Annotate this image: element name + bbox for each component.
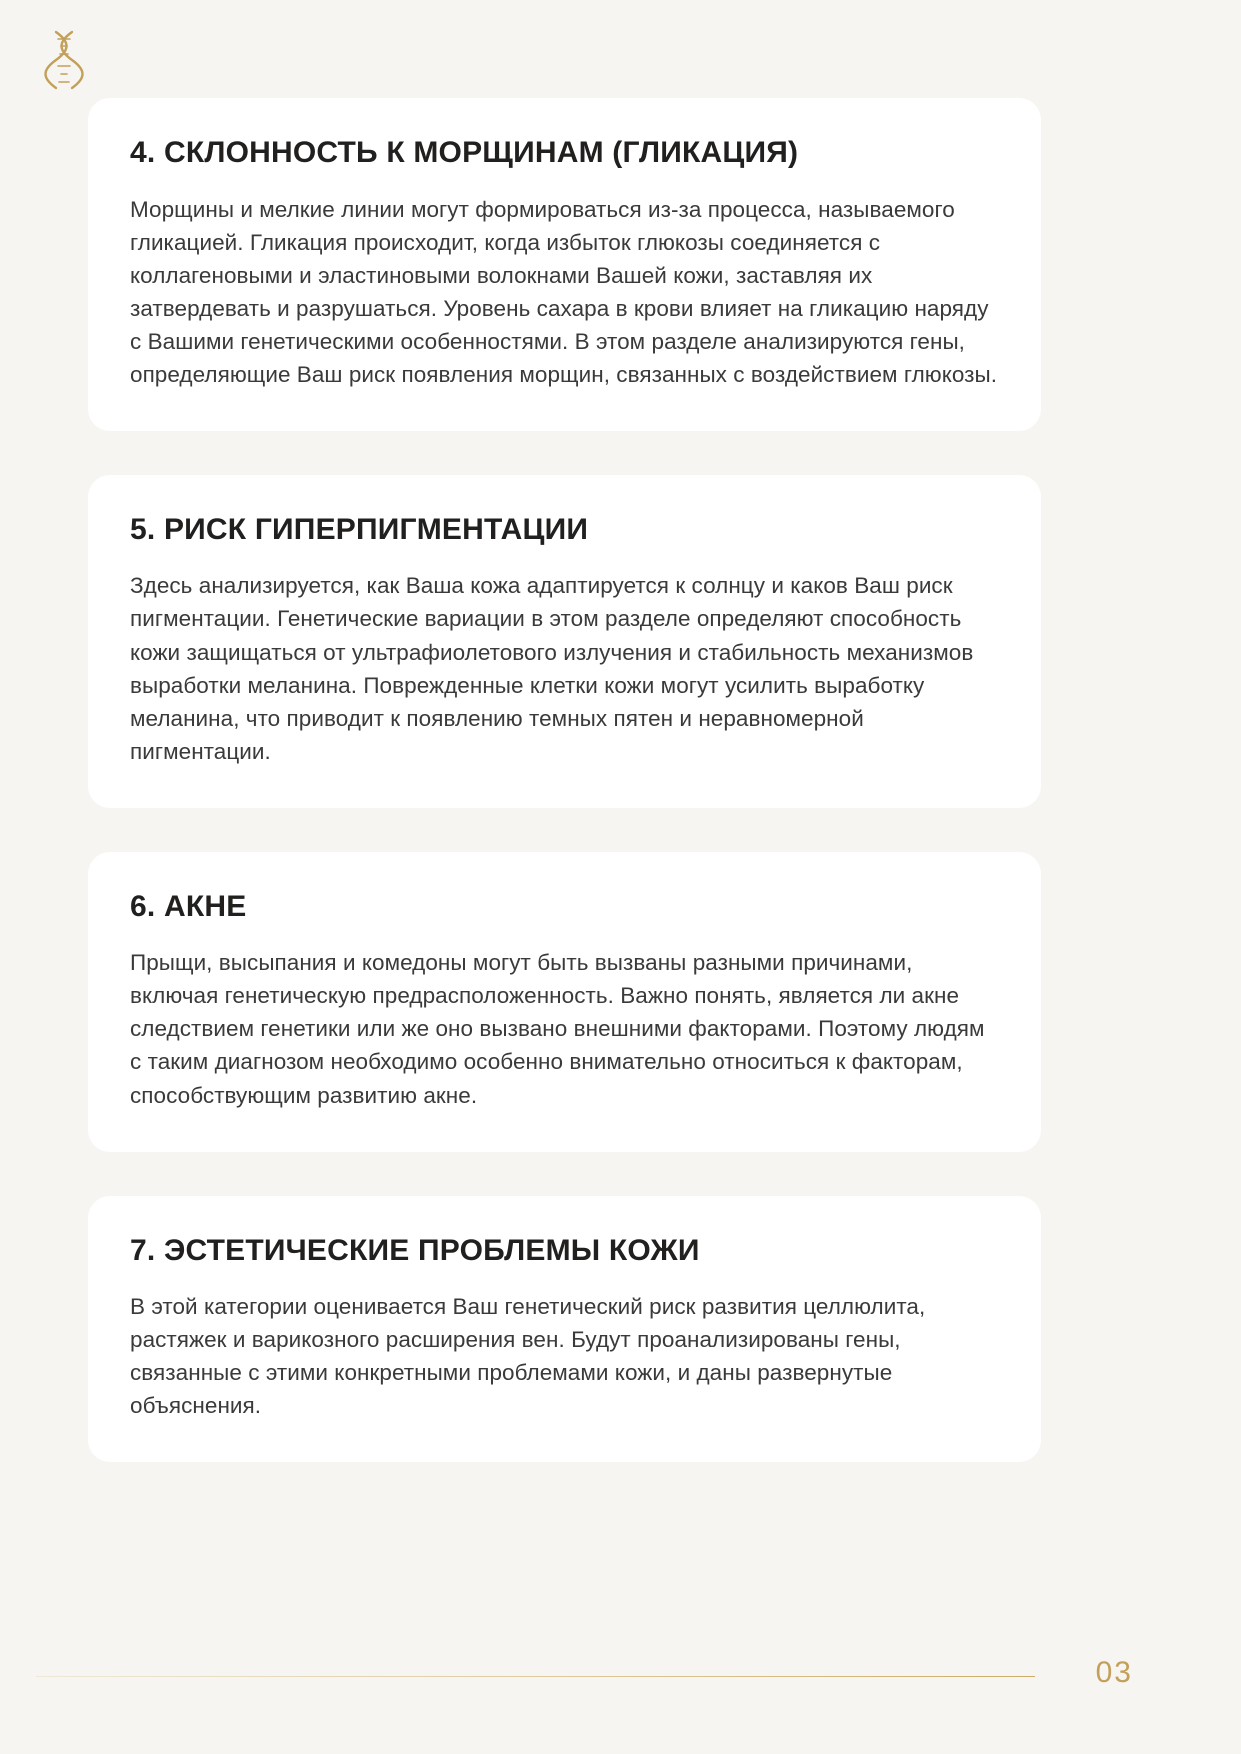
section-card-aesthetic-skin-problems [88,1196,1041,1463]
section-body: Здесь анализируется, как Ваша кожа адаптируется к солнцу и каков Ваш риск пигментации. Генетические вариации в этом разделе определяют способность кожи защищаться от ультрафиолетового излучения и стабильность механизмов выработки меланина. Поврежденные клетки кожи могут усилить выработку меланина, что приводит к появлению темных пятен и неравномерной пигментации. [130,573,974,764]
section-title: 4. СКЛОННОСТЬ К МОРЩИНАМ (ГЛИКАЦИЯ) [130,136,799,169]
section-title: 7. ЭСТЕТИЧЕСКИЕ ПРОБЛЕМЫ КОЖИ [130,1233,700,1267]
page-number: 03 [1095,1656,1133,1689]
page-footer [36,1656,1205,1696]
section-card-acne [88,852,1041,1152]
section-card-wrinkles [88,98,1041,431]
section-title: 5. РИСК ГИПЕРПИГМЕНТАЦИИ [130,512,589,546]
section-card-list [88,98,1041,1462]
section-card-hyperpigmentation [88,475,1041,808]
section-body: Прыщи, высыпания и комедоны могут быть вызваны разными причинами, включая генетическую предрасположенность. Важно понять, является ли акне следствием генетики или же оно вызвано внешними факторами. Поэтому людям с таким диагнозом необходимо особенно внимательно относиться к факторам, способствующим развитию акне. [130,950,985,1108]
section-body: Морщины и мелкие линии могут формироваться из-за процесса, называемого гликацией. Гликация происходит, когда избыток глюкозы соединяется с коллагеновыми и эластиновыми волокнами Вашей кожи, заставляя их затвердевать и разрушаться. Уровень сахара в крови влияет на гликацию наряду с Вашими генетическими особенностями. В этом разделе анализируются гены, определяющие Ваш риск появления морщин, связанных с воздействием глюкозы. [130,196,998,387]
section-body: В этой категории оценивается Ваш генетический риск развития целлюлита, растяжек и варикозного расширения вен. Будут проанализированы гены, связанные с этими конкретными проблемами кожи, и даны развернутые объяснения. [130,1294,926,1419]
dna-helix-icon [36,28,94,92]
section-title: 6. АКНЕ [130,889,247,923]
footer-divider [36,1676,1035,1677]
